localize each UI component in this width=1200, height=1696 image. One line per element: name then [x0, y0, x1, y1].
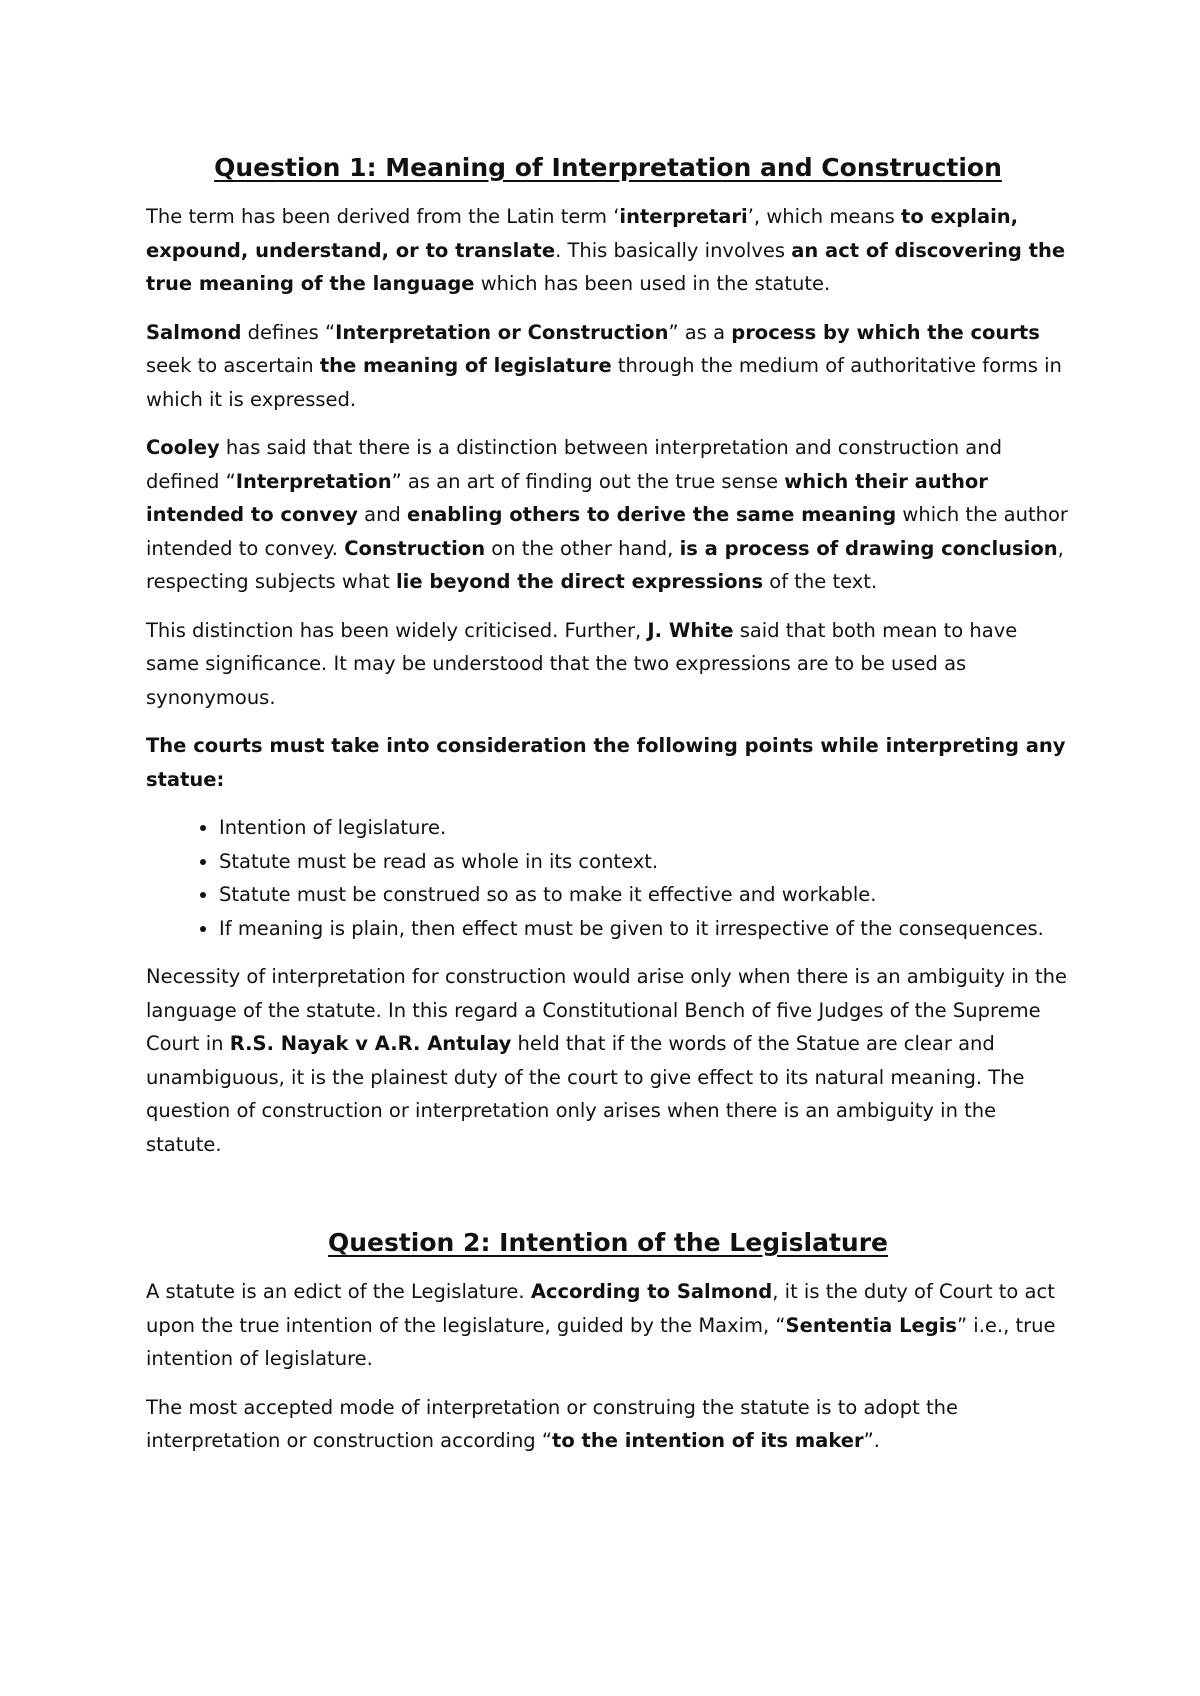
bold-text: Interpretation [235, 469, 392, 493]
text-run: said that both mean to have same significance. It may be understood that the two expressions are to be used as synonymous. [146, 618, 1018, 709]
text-run: ” as an art of finding out the true sense [391, 469, 785, 493]
bold-text: Sententia Legis [785, 1313, 957, 1337]
points-list [146, 811, 1070, 945]
text-run: A statute is an edict of the Legislature. [146, 1280, 531, 1303]
text-run: The term has been derived from the Latin term ‘ [146, 205, 620, 228]
text-run: ” i.e., true intention of legislature. [146, 1313, 1056, 1370]
list-item: • Statute must be read as whole in its context. [219, 845, 1070, 879]
paragraph [146, 960, 1070, 1161]
text-run: defines “ [241, 320, 336, 344]
question-1-heading: Question 1: Meaning of Interpretation and Construction [214, 153, 1002, 182]
text-run: The most accepted mode of interpretation or construing the statute is to adopt the interpretation or construction according “ [146, 1395, 958, 1452]
text-run: Necessity of interpretation for construction would arise only when there is an ambiguity in the language of the statute. In this regard a Constitutional Bench of five Judges of the Supreme Court in [146, 965, 1068, 1055]
text-run: held that if the words of the Statue are clear and unambiguous, it is the plainest duty of the court to give effect to its natural meaning. The question of construction or interpretation only arises when there is an ambiguity in the statute. [146, 1032, 1025, 1156]
paragraph [146, 316, 1070, 417]
bold-text: an act of discovering the true meaning of the language [146, 238, 1066, 295]
bold-text: According to Salmond [530, 1280, 773, 1303]
text-run: ’, which means [747, 205, 901, 228]
bold-text: is a process of drawing conclusion [679, 536, 1058, 560]
bold-text: to explain, expound, understand, or to translate [146, 205, 1019, 262]
paragraph [146, 200, 1070, 301]
bold-text: lie beyond the direct expressions [395, 570, 764, 593]
question-2-heading: Question 2: Intention of the Legislature [327, 1228, 889, 1257]
text-run: , respecting subjects what [146, 536, 1064, 593]
bold-text: R.S. Nayak v A.R. Antulay [229, 1032, 512, 1055]
bold-text: J. White [647, 618, 734, 642]
text-run: and [357, 503, 408, 526]
paragraph [146, 1275, 1070, 1376]
text-run: which has been used in the statute. [474, 272, 831, 295]
paragraph [146, 431, 1070, 599]
text-run: has said that there is a distinction between interpretation and construction and defined “ [146, 436, 1002, 493]
bold-text: to the intention of its maker [552, 1429, 864, 1452]
text-run: of the text. [763, 570, 878, 593]
text-run: seek to ascertain [146, 354, 320, 377]
paragraph [146, 1391, 1070, 1458]
text-run: . This basically involves [555, 238, 792, 262]
text-run: which the author intended to convey. [146, 503, 1068, 560]
list-item: • If meaning is plain, then effect must be given to it irrespective of the consequences. [219, 912, 1070, 946]
bold-text: Construction [344, 536, 486, 560]
bold-text: the meaning of legislature [319, 354, 612, 377]
points-intro [146, 729, 1070, 796]
text-run: on the other hand, [485, 536, 680, 560]
bold-text: Interpretation or Construction [335, 320, 669, 344]
bold-text: interpretari [619, 205, 748, 228]
text-run: ”. [863, 1429, 880, 1452]
text-run: ” as a [668, 320, 732, 344]
bold-text: enabling others to derive the same meaning [407, 503, 897, 526]
paragraph [146, 614, 1070, 715]
list-item: • Intention of legislature. [219, 811, 1070, 845]
bold-text: process by which the courts [731, 320, 1040, 344]
list-item: • Statute must be construed so as to make it effective and workable. [219, 878, 1070, 912]
text-run: , it is the duty of Court to act upon the true intention of the legislature, guided by the Maxim, “ [146, 1280, 1055, 1337]
text-run: This distinction has been widely criticised. Further, [146, 618, 648, 642]
bold-text: The courts must take into consideration the following points while interpreting any statue: [146, 734, 1066, 791]
bold-text: Salmond [146, 320, 242, 344]
text-run: through the medium of authoritative forms in which it is expressed. [146, 354, 1062, 411]
bold-text: Cooley [146, 436, 220, 459]
bold-text: which their author intended to convey [146, 469, 988, 526]
